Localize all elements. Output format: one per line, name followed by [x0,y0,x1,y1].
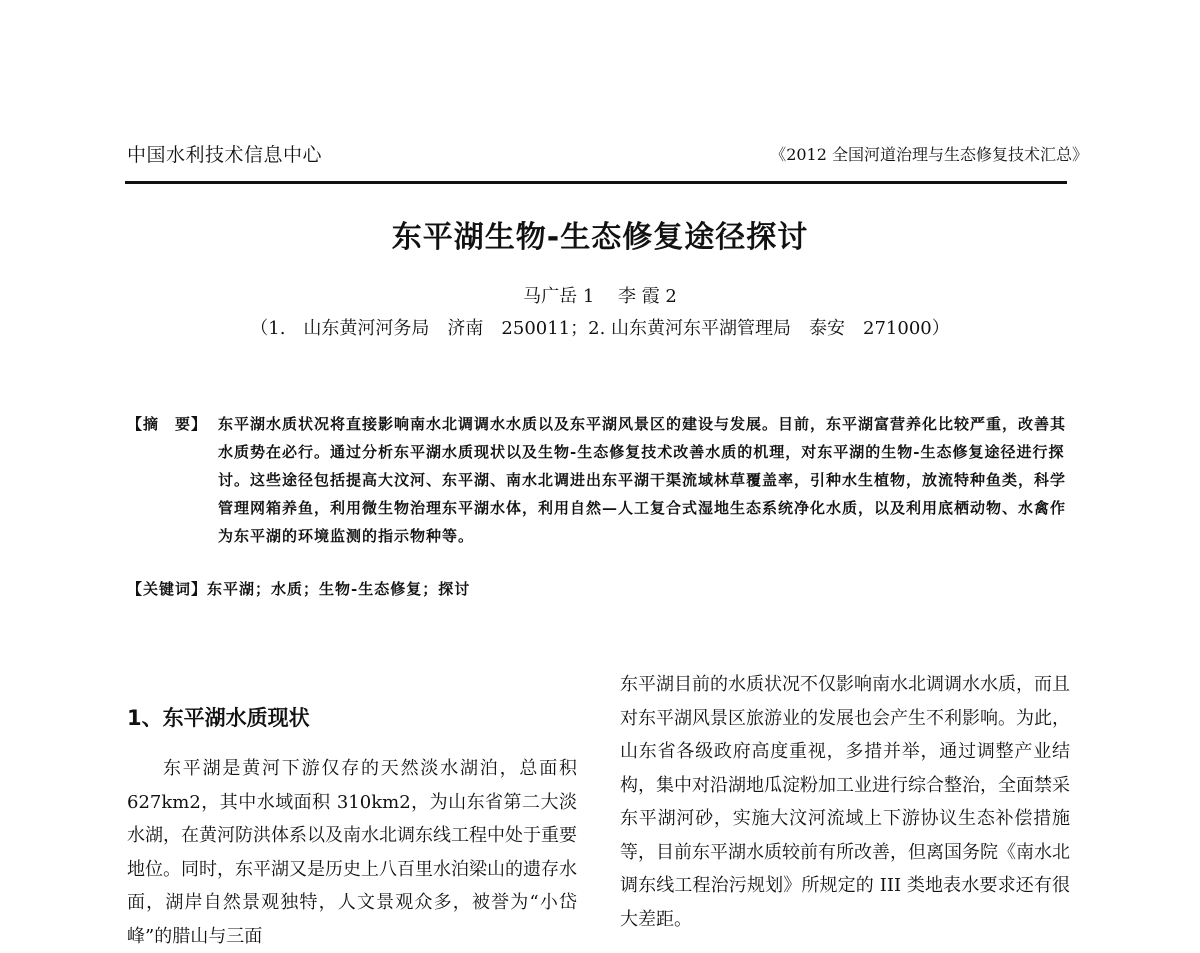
authors: 马广岳 1 李 霞 2 [523,286,677,307]
paper-title: 东平湖生物-生态修复途径探讨 [391,220,809,255]
collection-title: 《2012 全国河道治理与生态修复技术汇总》 [770,145,1088,164]
body-left-column: 东平湖是黄河下游仅存的天然淡水湖泊，总面积 627km2，其中水域面积 310km2，为山东省第二大淡水湖，在黄河防洪体系以及南水北调东线工程中处于重要地位。同时，东平湖又是历史上八百里水泊梁山的遗存水面，湖岸自然景观独特，人文景观众多，被誉为“小岱峰”的腊山与三面 [127,758,577,947]
abstract-text: 东平湖水质状况将直接影响南水北调调水水质以及东平湖风景区的建设与发展。目前，东平湖富营养化比较严重，改善其水质势在必行。通过分析东平湖水质现状以及生物-生态修复技术改善水质的机理，对东平湖的生物-生态修复途径进行探讨。这些途径包括提高大汶河、东平湖、南水北调进出东平湖干渠流域林草覆盖率，引种水生植物，放流特种鱼类，科学管理网箱养鱼，利用微生物治理东平湖水体，利用自然—人工复合式湿地生态系统净化水质，以及利用底栖动物、水禽作为东平湖的环境监测的指示物种等。 [218,415,1067,545]
affiliations: （1. 山东黄河河务局 济南 250011；2. 山东黄河东平湖管理局 泰安 271000） [250,318,950,339]
header-rule [125,181,1067,184]
keywords [127,575,470,603]
keywords-label: 【关键词】 [127,580,208,598]
body-right-column: 东平湖目前的水质状况不仅影响南水北调调水水质，而且对东平湖风景区旅游业的发展也会产生不利影响。为此，山东省各级政府高度重视，多措并举，通过调整产业结构，集中对沿湖地瓜淀粉加工业进行综合整治，全面禁采东平湖河砂，实施大汶河流域上下游协议生态补偿措施等，目前东平湖水质较前有所改善，但离国务院《南水北调东线工程治污规划》所规定的 III 类地表水要求还有很大差距。 [620,674,1070,930]
abstract-label: 【摘 要】 [127,415,208,433]
journal-source: 中国水利技术信息中心 [127,144,323,166]
keywords-text: 东平湖；水质；生物-生态修复；探讨 [207,580,471,598]
section-heading: 1、东平湖水质现状 [127,706,310,730]
